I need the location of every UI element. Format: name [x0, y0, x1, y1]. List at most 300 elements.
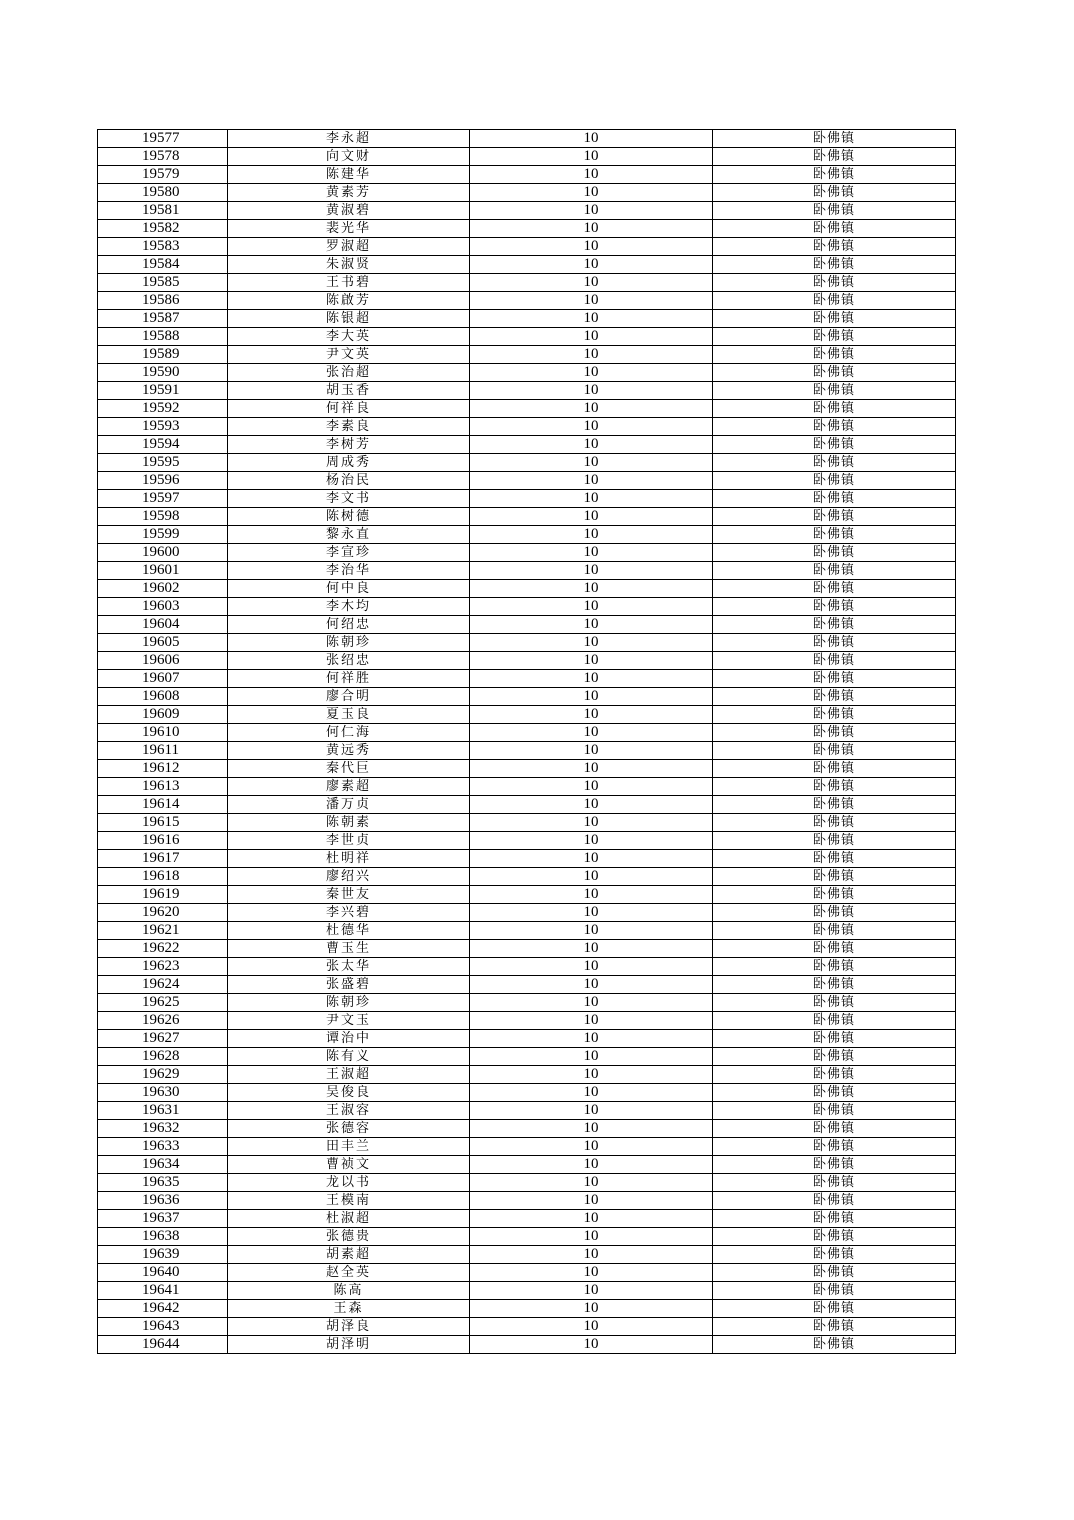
table-row: [98, 1174, 956, 1192]
row-number-cell: 19614: [98, 796, 228, 814]
town-cell: 卧佛镇: [713, 1210, 956, 1228]
table-row: [98, 1120, 956, 1138]
amount-cell: 10: [470, 580, 713, 598]
town-cell: 卧佛镇: [713, 130, 956, 148]
row-number-cell: 19610: [98, 724, 228, 742]
row-number-cell: 19607: [98, 670, 228, 688]
name-cell: 曹玉生: [228, 940, 470, 958]
name-cell: 杜明祥: [228, 850, 470, 868]
town-cell: 卧佛镇: [713, 904, 956, 922]
name-cell: 廖素超: [228, 778, 470, 796]
table-row: [98, 940, 956, 958]
town-cell: 卧佛镇: [713, 1282, 956, 1300]
table-row: [98, 418, 956, 436]
table-row: [98, 454, 956, 472]
name-cell: 曹祯文: [228, 1156, 470, 1174]
row-number-cell: 19590: [98, 364, 228, 382]
name-cell: 吴俊良: [228, 1084, 470, 1102]
table-row: [98, 1282, 956, 1300]
table-row: [98, 1138, 956, 1156]
table-row: [98, 328, 956, 346]
table-row: [98, 1030, 956, 1048]
table-row: [98, 1192, 956, 1210]
amount-cell: 10: [470, 346, 713, 364]
name-cell: 何中良: [228, 580, 470, 598]
name-cell: 胡泽明: [228, 1336, 470, 1354]
row-number-cell: 19600: [98, 544, 228, 562]
name-cell: 廖绍兴: [228, 868, 470, 886]
name-cell: 李宣珍: [228, 544, 470, 562]
name-cell: 何绍忠: [228, 616, 470, 634]
amount-cell: 10: [470, 832, 713, 850]
name-cell: 陈树德: [228, 508, 470, 526]
amount-cell: 10: [470, 490, 713, 508]
amount-cell: 10: [470, 1048, 713, 1066]
name-cell: 尹文英: [228, 346, 470, 364]
town-cell: 卧佛镇: [713, 382, 956, 400]
row-number-cell: 19634: [98, 1156, 228, 1174]
town-cell: 卧佛镇: [713, 526, 956, 544]
amount-cell: 10: [470, 130, 713, 148]
row-number-cell: 19635: [98, 1174, 228, 1192]
row-number-cell: 19624: [98, 976, 228, 994]
row-number-cell: 19633: [98, 1138, 228, 1156]
table-row: [98, 508, 956, 526]
town-cell: 卧佛镇: [713, 616, 956, 634]
table-row: [98, 256, 956, 274]
name-cell: 尹文玉: [228, 1012, 470, 1030]
row-number-cell: 19596: [98, 472, 228, 490]
table-row: [98, 724, 956, 742]
row-number-cell: 19582: [98, 220, 228, 238]
table-row: [98, 562, 956, 580]
amount-cell: 10: [470, 850, 713, 868]
amount-cell: 10: [470, 418, 713, 436]
amount-cell: 10: [470, 454, 713, 472]
town-cell: 卧佛镇: [713, 742, 956, 760]
table-row: [98, 670, 956, 688]
table-row: [98, 580, 956, 598]
row-number-cell: 19606: [98, 652, 228, 670]
name-cell: 王书碧: [228, 274, 470, 292]
name-cell: 张太华: [228, 958, 470, 976]
amount-cell: 10: [470, 472, 713, 490]
row-number-cell: 19626: [98, 1012, 228, 1030]
amount-cell: 10: [470, 1282, 713, 1300]
name-cell: 王淑容: [228, 1102, 470, 1120]
name-cell: 何祥胜: [228, 670, 470, 688]
town-cell: 卧佛镇: [713, 454, 956, 472]
row-number-cell: 19621: [98, 922, 228, 940]
name-cell: 龙以书: [228, 1174, 470, 1192]
town-cell: 卧佛镇: [713, 670, 956, 688]
amount-cell: 10: [470, 976, 713, 994]
row-number-cell: 19603: [98, 598, 228, 616]
row-number-cell: 19617: [98, 850, 228, 868]
town-cell: 卧佛镇: [713, 436, 956, 454]
table-row: [98, 886, 956, 904]
row-number-cell: 19629: [98, 1066, 228, 1084]
name-cell: 张绍忠: [228, 652, 470, 670]
town-cell: 卧佛镇: [713, 724, 956, 742]
name-cell: 王森: [228, 1300, 470, 1318]
row-number-cell: 19592: [98, 400, 228, 418]
name-cell: 秦代巨: [228, 760, 470, 778]
name-cell: 李世贞: [228, 832, 470, 850]
name-cell: 胡素超: [228, 1246, 470, 1264]
amount-cell: 10: [470, 1336, 713, 1354]
amount-cell: 10: [470, 256, 713, 274]
amount-cell: 10: [470, 1192, 713, 1210]
table-row: [98, 994, 956, 1012]
town-cell: 卧佛镇: [713, 976, 956, 994]
amount-cell: 10: [470, 1012, 713, 1030]
table-row: [98, 472, 956, 490]
town-cell: 卧佛镇: [713, 634, 956, 652]
row-number-cell: 19644: [98, 1336, 228, 1354]
row-number-cell: 19638: [98, 1228, 228, 1246]
amount-cell: 10: [470, 994, 713, 1012]
row-number-cell: 19604: [98, 616, 228, 634]
table-row: [98, 184, 956, 202]
town-cell: 卧佛镇: [713, 1138, 956, 1156]
name-cell: 黄远秀: [228, 742, 470, 760]
row-number-cell: 19593: [98, 418, 228, 436]
amount-cell: 10: [470, 1030, 713, 1048]
amount-cell: 10: [470, 1120, 713, 1138]
amount-cell: 10: [470, 382, 713, 400]
row-number-cell: 19594: [98, 436, 228, 454]
amount-cell: 10: [470, 202, 713, 220]
table-row: [98, 238, 956, 256]
name-cell: 向文财: [228, 148, 470, 166]
name-cell: 李文书: [228, 490, 470, 508]
amount-cell: 10: [470, 670, 713, 688]
town-cell: 卧佛镇: [713, 994, 956, 1012]
row-number-cell: 19618: [98, 868, 228, 886]
town-cell: 卧佛镇: [713, 706, 956, 724]
amount-cell: 10: [470, 1174, 713, 1192]
table-row: [98, 1246, 956, 1264]
town-cell: 卧佛镇: [713, 256, 956, 274]
row-number-cell: 19591: [98, 382, 228, 400]
row-number-cell: 19611: [98, 742, 228, 760]
amount-cell: 10: [470, 1102, 713, 1120]
table-row: [98, 922, 956, 940]
town-cell: 卧佛镇: [713, 1048, 956, 1066]
name-cell: 李树芳: [228, 436, 470, 454]
name-cell: 杨治民: [228, 472, 470, 490]
town-cell: 卧佛镇: [713, 688, 956, 706]
table-row: [98, 598, 956, 616]
table-row: [98, 400, 956, 418]
name-cell: 张德贵: [228, 1228, 470, 1246]
name-cell: 夏玉良: [228, 706, 470, 724]
amount-cell: 10: [470, 544, 713, 562]
amount-cell: 10: [470, 688, 713, 706]
town-cell: 卧佛镇: [713, 490, 956, 508]
table-row: [98, 850, 956, 868]
amount-cell: 10: [470, 1318, 713, 1336]
town-cell: 卧佛镇: [713, 1228, 956, 1246]
amount-cell: 10: [470, 724, 713, 742]
name-cell: 王淑超: [228, 1066, 470, 1084]
table-row: [98, 1300, 956, 1318]
amount-cell: 10: [470, 1084, 713, 1102]
name-cell: 黄素芳: [228, 184, 470, 202]
town-cell: 卧佛镇: [713, 1174, 956, 1192]
name-cell: 谭治中: [228, 1030, 470, 1048]
amount-cell: 10: [470, 922, 713, 940]
row-number-cell: 19631: [98, 1102, 228, 1120]
row-number-cell: 19583: [98, 238, 228, 256]
amount-cell: 10: [470, 364, 713, 382]
table-row: [98, 1066, 956, 1084]
row-number-cell: 19585: [98, 274, 228, 292]
amount-cell: 10: [470, 1246, 713, 1264]
name-cell: 陈有义: [228, 1048, 470, 1066]
amount-cell: 10: [470, 634, 713, 652]
row-number-cell: 19601: [98, 562, 228, 580]
name-cell: 陈朝素: [228, 814, 470, 832]
table-row: [98, 958, 956, 976]
town-cell: 卧佛镇: [713, 1192, 956, 1210]
name-cell: 胡泽良: [228, 1318, 470, 1336]
town-cell: 卧佛镇: [713, 472, 956, 490]
row-number-cell: 19612: [98, 760, 228, 778]
amount-cell: 10: [470, 760, 713, 778]
row-number-cell: 19579: [98, 166, 228, 184]
town-cell: 卧佛镇: [713, 868, 956, 886]
amount-cell: 10: [470, 292, 713, 310]
table-row: [98, 364, 956, 382]
name-cell: 朱淑贤: [228, 256, 470, 274]
table-row: [98, 1336, 956, 1354]
name-cell: 何祥良: [228, 400, 470, 418]
town-cell: 卧佛镇: [713, 886, 956, 904]
town-cell: 卧佛镇: [713, 1030, 956, 1048]
row-number-cell: 19615: [98, 814, 228, 832]
town-cell: 卧佛镇: [713, 1066, 956, 1084]
town-cell: 卧佛镇: [713, 562, 956, 580]
amount-cell: 10: [470, 778, 713, 796]
name-cell: 李治华: [228, 562, 470, 580]
row-number-cell: 19589: [98, 346, 228, 364]
table-row: [98, 706, 956, 724]
table-row: [98, 1318, 956, 1336]
table-row: [98, 220, 956, 238]
town-cell: 卧佛镇: [713, 1246, 956, 1264]
amount-cell: 10: [470, 310, 713, 328]
table-row: [98, 616, 956, 634]
row-number-cell: 19609: [98, 706, 228, 724]
table-row: [98, 634, 956, 652]
row-number-cell: 19619: [98, 886, 228, 904]
town-cell: 卧佛镇: [713, 418, 956, 436]
table-row: [98, 1084, 956, 1102]
row-number-cell: 19623: [98, 958, 228, 976]
table-row: [98, 814, 956, 832]
town-cell: 卧佛镇: [713, 184, 956, 202]
table-row: [98, 346, 956, 364]
name-cell: 陈银超: [228, 310, 470, 328]
name-cell: 张治超: [228, 364, 470, 382]
row-number-cell: 19636: [98, 1192, 228, 1210]
amount-cell: 10: [470, 958, 713, 976]
name-cell: 秦世友: [228, 886, 470, 904]
town-cell: 卧佛镇: [713, 292, 956, 310]
amount-cell: 10: [470, 1156, 713, 1174]
row-number-cell: 19642: [98, 1300, 228, 1318]
amount-cell: 10: [470, 598, 713, 616]
name-cell: 陈朝珍: [228, 994, 470, 1012]
amount-cell: 10: [470, 562, 713, 580]
row-number-cell: 19630: [98, 1084, 228, 1102]
table-row: [98, 904, 956, 922]
town-cell: 卧佛镇: [713, 958, 956, 976]
amount-cell: 10: [470, 220, 713, 238]
town-cell: 卧佛镇: [713, 652, 956, 670]
town-cell: 卧佛镇: [713, 1012, 956, 1030]
town-cell: 卧佛镇: [713, 310, 956, 328]
row-number-cell: 19641: [98, 1282, 228, 1300]
name-cell: 陈啟芳: [228, 292, 470, 310]
table-row: [98, 742, 956, 760]
amount-cell: 10: [470, 742, 713, 760]
row-number-cell: 19627: [98, 1030, 228, 1048]
town-cell: 卧佛镇: [713, 940, 956, 958]
table-row: [98, 688, 956, 706]
row-number-cell: 19622: [98, 940, 228, 958]
row-number-cell: 19608: [98, 688, 228, 706]
name-cell: 陈高: [228, 1282, 470, 1300]
town-cell: 卧佛镇: [713, 1336, 956, 1354]
row-number-cell: 19581: [98, 202, 228, 220]
town-cell: 卧佛镇: [713, 328, 956, 346]
row-number-cell: 19613: [98, 778, 228, 796]
row-number-cell: 19577: [98, 130, 228, 148]
town-cell: 卧佛镇: [713, 238, 956, 256]
table-row: [98, 382, 956, 400]
table-row: [98, 976, 956, 994]
name-cell: 陈建华: [228, 166, 470, 184]
name-cell: 黎永直: [228, 526, 470, 544]
table-row: [98, 1012, 956, 1030]
amount-cell: 10: [470, 274, 713, 292]
table-row: [98, 166, 956, 184]
table-row: [98, 526, 956, 544]
row-number-cell: 19578: [98, 148, 228, 166]
table-row: [98, 274, 956, 292]
town-cell: 卧佛镇: [713, 508, 956, 526]
table-row: [98, 1156, 956, 1174]
amount-cell: 10: [470, 166, 713, 184]
amount-cell: 10: [470, 1066, 713, 1084]
amount-cell: 10: [470, 1210, 713, 1228]
town-cell: 卧佛镇: [713, 166, 956, 184]
name-cell: 陈朝珍: [228, 634, 470, 652]
name-cell: 黄淑碧: [228, 202, 470, 220]
table-row: [98, 868, 956, 886]
name-cell: 王模南: [228, 1192, 470, 1210]
row-number-cell: 19597: [98, 490, 228, 508]
town-cell: 卧佛镇: [713, 1120, 956, 1138]
row-number-cell: 19643: [98, 1318, 228, 1336]
name-cell: 李永超: [228, 130, 470, 148]
town-cell: 卧佛镇: [713, 220, 956, 238]
row-number-cell: 19588: [98, 328, 228, 346]
row-number-cell: 19598: [98, 508, 228, 526]
table-row: [98, 1048, 956, 1066]
name-cell: 田丰兰: [228, 1138, 470, 1156]
amount-cell: 10: [470, 238, 713, 256]
row-number-cell: 19616: [98, 832, 228, 850]
name-cell: 廖合明: [228, 688, 470, 706]
row-number-cell: 19628: [98, 1048, 228, 1066]
roster-table: [97, 129, 956, 1354]
town-cell: 卧佛镇: [713, 202, 956, 220]
name-cell: 杜德华: [228, 922, 470, 940]
town-cell: 卧佛镇: [713, 580, 956, 598]
town-cell: 卧佛镇: [713, 922, 956, 940]
town-cell: 卧佛镇: [713, 148, 956, 166]
amount-cell: 10: [470, 652, 713, 670]
name-cell: 杜淑超: [228, 1210, 470, 1228]
town-cell: 卧佛镇: [713, 760, 956, 778]
row-number-cell: 19605: [98, 634, 228, 652]
amount-cell: 10: [470, 868, 713, 886]
table-row: [98, 310, 956, 328]
table-row: [98, 796, 956, 814]
row-number-cell: 19580: [98, 184, 228, 202]
amount-cell: 10: [470, 1264, 713, 1282]
name-cell: 张德容: [228, 1120, 470, 1138]
town-cell: 卧佛镇: [713, 796, 956, 814]
town-cell: 卧佛镇: [713, 1300, 956, 1318]
town-cell: 卧佛镇: [713, 1084, 956, 1102]
table-row: [98, 652, 956, 670]
table-row: [98, 778, 956, 796]
table-row: [98, 1102, 956, 1120]
town-cell: 卧佛镇: [713, 1156, 956, 1174]
town-cell: 卧佛镇: [713, 1264, 956, 1282]
amount-cell: 10: [470, 400, 713, 418]
row-number-cell: 19595: [98, 454, 228, 472]
row-number-cell: 19637: [98, 1210, 228, 1228]
table-row: [98, 130, 956, 148]
amount-cell: 10: [470, 184, 713, 202]
row-number-cell: 19602: [98, 580, 228, 598]
name-cell: 李兴碧: [228, 904, 470, 922]
name-cell: 罗淑超: [228, 238, 470, 256]
amount-cell: 10: [470, 328, 713, 346]
amount-cell: 10: [470, 940, 713, 958]
town-cell: 卧佛镇: [713, 850, 956, 868]
name-cell: 张盛碧: [228, 976, 470, 994]
row-number-cell: 19639: [98, 1246, 228, 1264]
town-cell: 卧佛镇: [713, 400, 956, 418]
town-cell: 卧佛镇: [713, 832, 956, 850]
table-row: [98, 544, 956, 562]
town-cell: 卧佛镇: [713, 364, 956, 382]
amount-cell: 10: [470, 904, 713, 922]
town-cell: 卧佛镇: [713, 274, 956, 292]
town-cell: 卧佛镇: [713, 346, 956, 364]
table-row: [98, 490, 956, 508]
town-cell: 卧佛镇: [713, 1102, 956, 1120]
name-cell: 潘万贞: [228, 796, 470, 814]
amount-cell: 10: [470, 436, 713, 454]
